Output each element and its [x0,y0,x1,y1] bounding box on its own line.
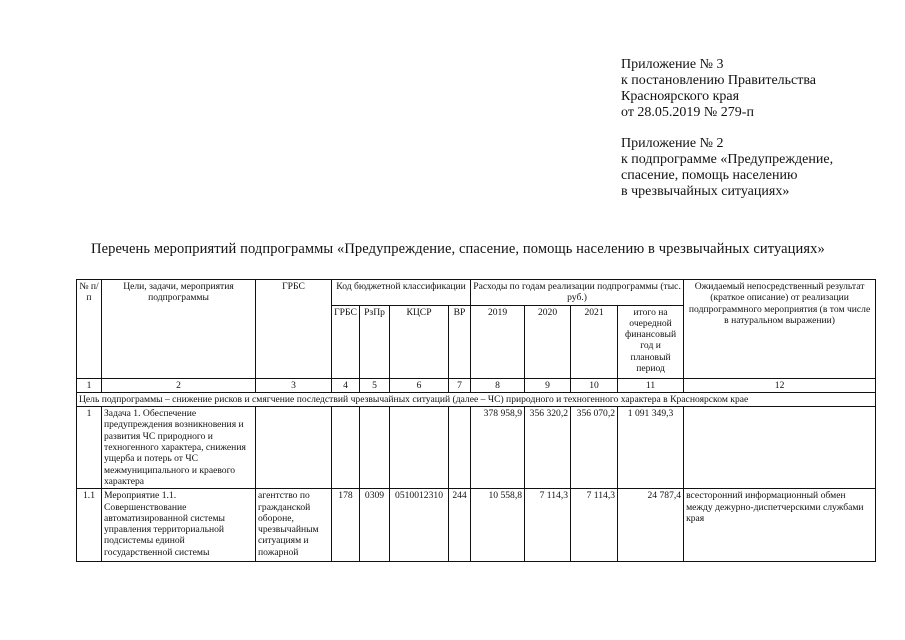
col-number: 8 [471,378,525,392]
col-number: 1 [77,378,102,392]
task-grbs-cell [256,407,332,489]
col-number: 3 [256,378,332,392]
subheader-kcsr: КЦСР [390,305,449,378]
task-code-cell [332,407,360,489]
appendix-line: к подпрограмме «Предупреждение, [621,152,834,167]
col-number: 12 [684,378,876,392]
subheader-2019: 2019 [471,305,525,378]
goal-row [77,392,876,406]
subheader-rzpr: РзПр [360,305,390,378]
header-grbs: ГРБС [256,280,332,379]
measure-2021: 7 114,3 [571,489,618,562]
subheader-grbs: ГРБС [332,305,360,378]
col-number: 2 [102,378,256,392]
measure-total: 24 787,4 [618,489,684,562]
measures-table [76,279,876,562]
col-number: 4 [332,378,360,392]
measure-rzpr: 0309 [360,489,390,562]
col-number: 11 [618,378,684,392]
header-num: № п/п [77,280,102,379]
measure-text: Мероприятие 1.1. Совершенствование автоматизированной системы управления территориальной подсистемы единой государственной системы [102,489,256,562]
header-result: Ожидаемый непосредственный результат (краткое описание) от реализации подпрограммного мероприятия (в том числе в натуральном выражении) [684,280,876,379]
subheader-total: итого на очередной финансовый год и плановый период [618,305,684,378]
task-text: Задача 1. Обеспечение предупреждения возникновения и развития ЧС природного и техногенного характера, снижения ущерба и потерь от ЧС межмуниципального и краевого характера [102,407,256,489]
appendix-line: в чрезвычайных ситуациях» [621,184,790,199]
task-row [77,407,876,489]
task-2019: 378 958,9 [471,407,525,489]
col-number: 9 [525,378,571,392]
task-total: 1 091 349,3 [618,407,684,489]
col-number: 10 [571,378,618,392]
appendix-line: спасение, помощь населению [621,168,798,183]
header-expenses-group: Расходы по годам реализации подпрограммы (тыс. руб.) [471,280,684,306]
appendix-line: Приложение № 2 [621,136,724,151]
appendix-line: Приложение № 3 [621,57,724,72]
header-row [77,280,876,306]
col-number: 6 [390,378,449,392]
appendix-block-2 [621,136,833,200]
measure-result: всесторонний информационный обмен между дежурно-диспетчерскими службами края [684,489,876,562]
measure-kcsr: 0510012310 [390,489,449,562]
measure-2020: 7 114,3 [525,489,571,562]
subheader-2020: 2020 [525,305,571,378]
document-title: Перечень мероприятий подпрограммы «Предупреждение, спасение, помощь населению в чрезвычайных ситуациях» [91,241,825,257]
task-code-cell [360,407,390,489]
task-2021: 356 070,2 [571,407,618,489]
measure-grbs: 178 [332,489,360,562]
measure-2019: 10 558,8 [471,489,525,562]
header-goals: Цели, задачи, мероприятия подпрограммы [102,280,256,379]
appendix-line: от 28.05.2019 № 279-п [621,105,754,120]
appendix-line: Красноярского края [621,89,740,104]
appendix-line: к постановлению Правительства [621,73,817,88]
measure-vr: 244 [449,489,471,562]
col-number: 7 [449,378,471,392]
task-code-cell [390,407,449,489]
task-num: 1 [77,407,102,489]
subheader-vr: ВР [449,305,471,378]
header-code-group: Код бюджетной классификации [332,280,471,306]
measure-grbs-text: агентство по гражданской обороне, чрезвычайным ситуациям и пожарной [256,489,332,562]
measure-num: 1.1 [77,489,102,562]
column-number-row [77,378,876,392]
appendix-header [621,57,833,200]
col-number: 5 [360,378,390,392]
measure-row [77,489,876,562]
appendix-block-3 [621,57,833,121]
task-2020: 356 320,2 [525,407,571,489]
subheader-2021: 2021 [571,305,618,378]
goal-text: Цель подпрограммы – снижение рисков и смягчение последствий чрезвычайных ситуаций (далее – ЧС) природного и техногенного характера в Красноярском крае [77,392,876,406]
task-result-cell [684,407,876,489]
task-code-cell [449,407,471,489]
